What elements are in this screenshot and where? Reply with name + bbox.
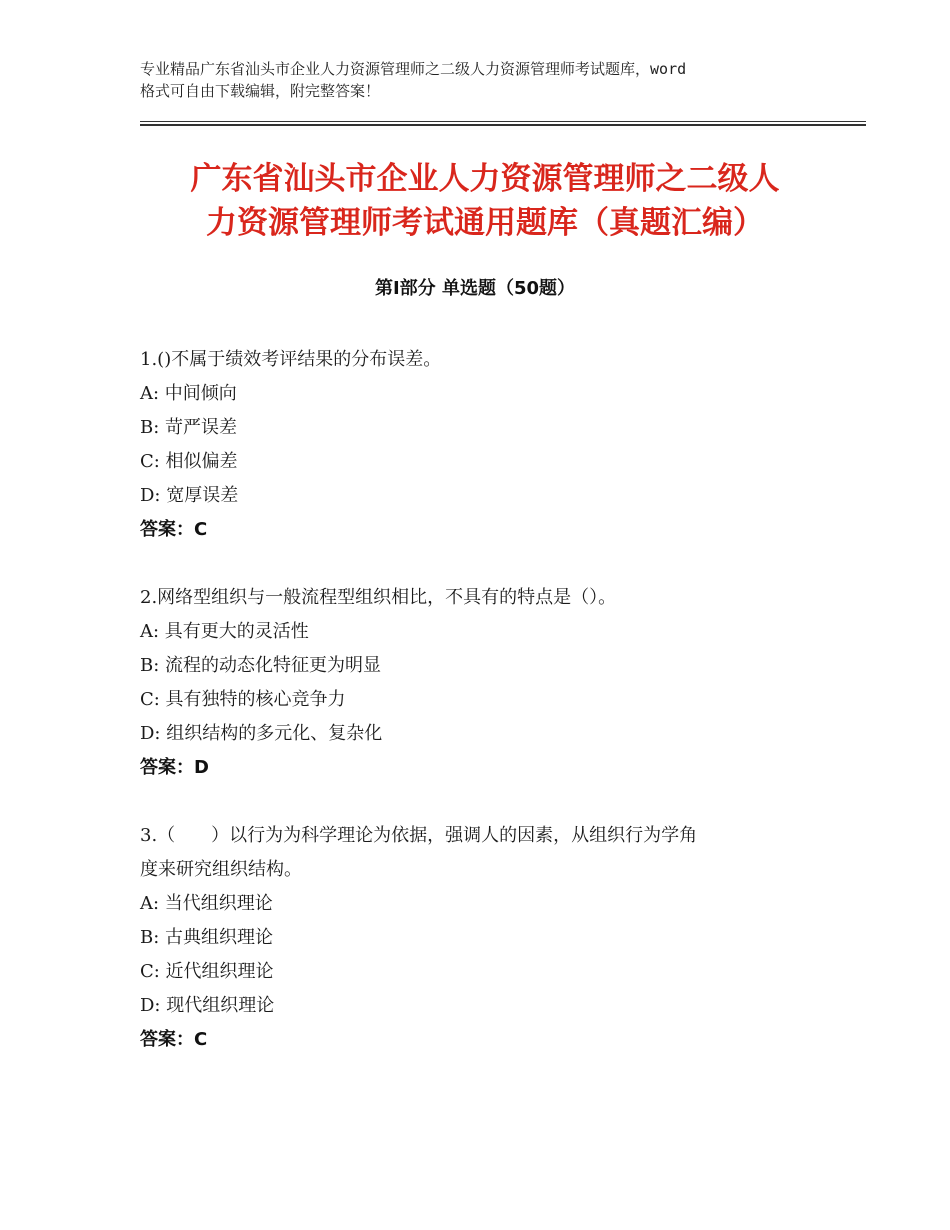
header-note-line-2: 格式可自由下载编辑，附完整答案！ bbox=[140, 82, 381, 100]
option-c: C: 具有独特的核心竞争力 bbox=[140, 689, 346, 710]
question-3 bbox=[140, 819, 830, 1057]
question-1 bbox=[140, 343, 830, 547]
question-2 bbox=[140, 581, 830, 785]
option-b: B: 苛严误差 bbox=[140, 417, 238, 438]
header-note-line-1: 专业精品广东省汕头市企业人力资源管理师之二级人力资源管理师考试题库，word bbox=[140, 60, 687, 78]
header-divider-thick bbox=[140, 124, 866, 126]
document-title-line-2: 力资源管理师考试通用题库（真题汇编） bbox=[206, 205, 764, 241]
section-heading: 第Ⅰ部分 单选题（50题） bbox=[374, 278, 575, 299]
question-list bbox=[140, 343, 830, 1057]
header-note bbox=[140, 58, 830, 102]
document-title-line-1: 广东省汕头市企业人力资源管理师之二级人 bbox=[190, 161, 780, 197]
question-stem: 1.()不属于绩效考评结果的分布误差。 bbox=[140, 349, 442, 370]
document-title bbox=[140, 157, 830, 245]
option-a: A: 当代组织理论 bbox=[140, 893, 273, 914]
answer-label: 答案：C bbox=[140, 1029, 208, 1050]
question-stem: 2.网络型组织与一般流程型组织相比，不具有的特点是（）。 bbox=[140, 587, 617, 608]
answer-label: 答案：C bbox=[140, 519, 208, 540]
option-b: B: 流程的动态化特征更为明显 bbox=[140, 655, 382, 676]
question-spacer bbox=[140, 547, 830, 581]
question-stem-line-1: 3.（ ）以行为为科学理论为依据，强调人的因素，从组织行为学角 bbox=[140, 825, 698, 846]
answer-label: 答案：D bbox=[140, 757, 209, 778]
option-c: C: 相似偏差 bbox=[140, 451, 238, 472]
option-d: D: 组织结构的多元化、复杂化 bbox=[140, 723, 383, 744]
option-c: C: 近代组织理论 bbox=[140, 961, 274, 982]
option-d: D: 现代组织理论 bbox=[140, 995, 275, 1016]
header-divider-thin bbox=[140, 121, 866, 122]
question-stem-line-2: 度来研究组织结构。 bbox=[140, 859, 302, 880]
option-d: D: 宽厚误差 bbox=[140, 485, 239, 506]
option-b: B: 古典组织理论 bbox=[140, 927, 274, 948]
question-spacer bbox=[140, 785, 830, 819]
option-a: A: 具有更大的灵活性 bbox=[140, 621, 309, 642]
option-a: A: 中间倾向 bbox=[140, 383, 237, 404]
